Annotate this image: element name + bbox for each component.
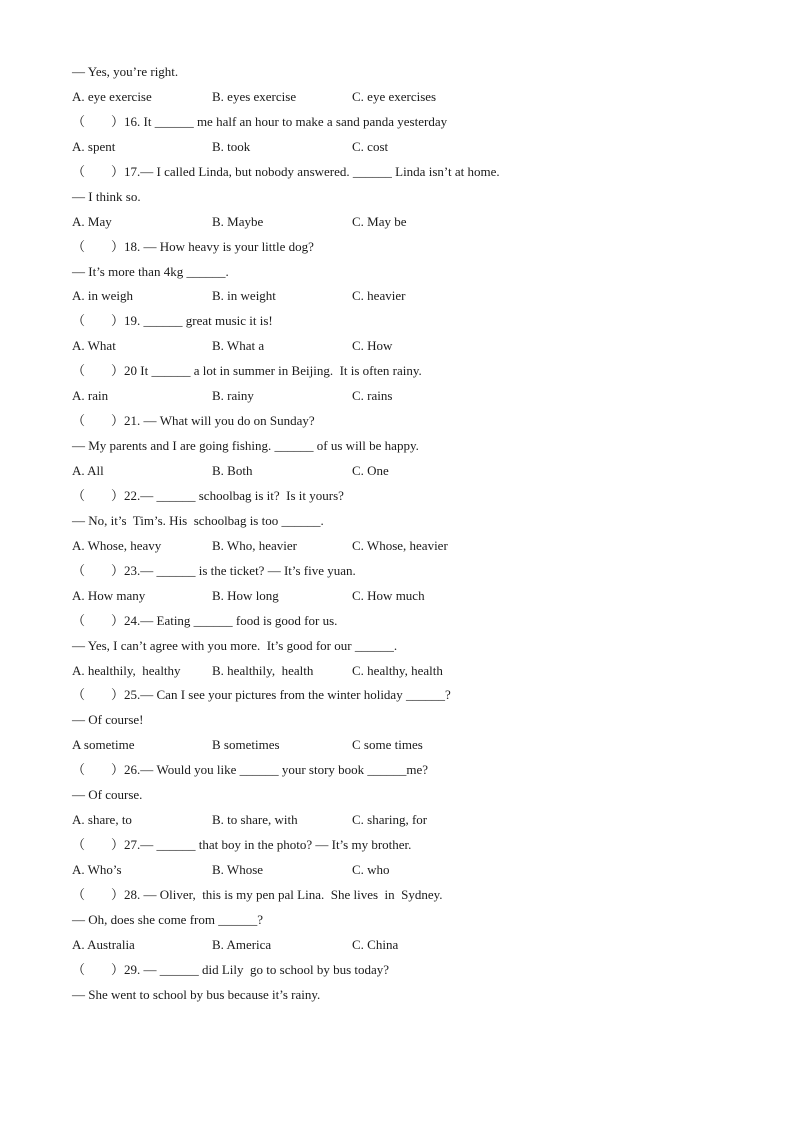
dialogue-line: — Oh, does she come from ______?: [72, 911, 263, 927]
option-b: B. rainy: [212, 388, 254, 404]
question-line: （ ）27.— ______ that boy in the photo? — It’s my brother.: [72, 837, 412, 853]
dialogue-line: — Of course.: [72, 787, 143, 803]
option-b: B. Whose: [212, 862, 264, 877]
option-a: A. rain: [72, 388, 109, 404]
option-b: B. eyes exercise: [212, 88, 297, 104]
option-c: C. May be: [352, 213, 407, 229]
answer-options: [72, 584, 732, 609]
option-a: A. All: [72, 463, 104, 478]
option-c: C some times: [352, 737, 423, 753]
option-c: C. healthy, health: [352, 662, 443, 678]
dialogue-line: — Yes, I can’t agree with you more. It’s good for our ______.: [72, 637, 398, 653]
dialogue-line: — Of course!: [72, 712, 144, 728]
dialogue-line: — Yes, you’re right.: [72, 64, 179, 79]
option-a: A sometime: [72, 737, 135, 753]
option-a: A. Who’s: [72, 862, 122, 877]
option-c: C. How: [352, 338, 393, 354]
answer-options: [72, 459, 732, 484]
answer-options: [72, 210, 732, 235]
dialogue-line: — I think so.: [72, 188, 141, 204]
option-b: B. took: [212, 138, 251, 154]
option-a: A. Whose, heavy: [72, 537, 162, 553]
option-c: C. Whose, heavier: [352, 537, 448, 553]
option-b: B. Both: [212, 463, 253, 478]
question-line: （ ）21. — What will you do on Sunday?: [72, 413, 315, 429]
option-a: A. How many: [72, 587, 146, 603]
answer-options: [72, 85, 732, 110]
dialogue-line: — She went to school by bus because it’s rainy.: [72, 986, 321, 1002]
answer-options: [72, 933, 732, 958]
option-b: B. Maybe: [212, 213, 264, 229]
option-c: C. who: [352, 862, 390, 877]
option-c: C. rains: [352, 388, 393, 404]
option-b: B sometimes: [212, 737, 280, 753]
answer-options: [72, 808, 732, 833]
option-a: A. share, to: [72, 812, 132, 828]
answer-options: [72, 284, 732, 309]
option-a: A. What: [72, 338, 116, 354]
question-line: （ ）17.— I called Linda, but nobody answered. ______ Linda isn’t at home.: [72, 163, 500, 179]
option-c: C. How much: [352, 587, 425, 603]
option-a: A. eye exercise: [72, 88, 152, 104]
answer-options: [72, 659, 732, 684]
option-a: A. healthily, healthy: [72, 662, 181, 678]
document-page: [72, 60, 732, 1008]
dialogue-line: — It’s more than 4kg ______.: [72, 263, 229, 279]
answer-options: [72, 135, 732, 160]
question-line: （ ）16. It ______ me half an hour to make a sand panda yesterday: [72, 113, 448, 129]
dialogue-line: — No, it’s Tim’s. His schoolbag is too ______.: [72, 512, 324, 528]
answer-options: [72, 334, 732, 359]
dialogue-line: — My parents and I are going fishing. ______ of us will be happy.: [72, 438, 419, 454]
option-a: A. May: [72, 213, 112, 229]
question-line: （ ）18. — How heavy is your little dog?: [72, 238, 314, 254]
option-b: B. healthily, health: [212, 662, 314, 678]
answer-options: [72, 534, 732, 559]
option-b: B. to share, with: [212, 812, 298, 828]
option-c: C. One: [352, 463, 389, 478]
option-c: C. heavier: [352, 288, 406, 304]
question-line: （ ）26.— Would you like ______ your story book ______me?: [72, 762, 429, 778]
option-a: A. Australia: [72, 936, 135, 952]
option-a: A. spent: [72, 138, 116, 154]
option-a: A. in weigh: [72, 288, 134, 304]
option-c: C. eye exercises: [352, 88, 437, 104]
question-line: （ ）22.— ______ schoolbag is it? Is it yours?: [72, 487, 344, 503]
answer-options: [72, 384, 732, 409]
option-b: B. Who, heavier: [212, 537, 297, 553]
question-line: （ ）20 It ______ a lot in summer in Beijing. It is often rainy.: [72, 363, 422, 379]
option-c: C. China: [352, 936, 399, 952]
option-b: B. in weight: [212, 288, 276, 304]
option-c: C. sharing, for: [352, 812, 428, 828]
question-line: （ ）24.— Eating ______ food is good for us.: [72, 612, 338, 628]
option-b: B. What a: [212, 338, 265, 354]
question-line: （ ）29. — ______ did Lily go to school by bus today?: [72, 961, 390, 977]
option-b: B. How long: [212, 587, 279, 603]
question-line: （ ）23.— ______ is the ticket? — It’s five yuan.: [72, 562, 356, 578]
option-c: C. cost: [352, 138, 389, 154]
question-line: （ ）25.— Can I see your pictures from the winter holiday ______?: [72, 687, 451, 703]
question-line: （ ）19. ______ great music it is!: [72, 313, 273, 329]
option-b: B. America: [212, 936, 272, 952]
answer-options: [72, 733, 732, 758]
answer-options: [72, 858, 732, 883]
question-line: （ ）28. — Oliver, this is my pen pal Lina. She lives in Sydney.: [72, 886, 443, 902]
